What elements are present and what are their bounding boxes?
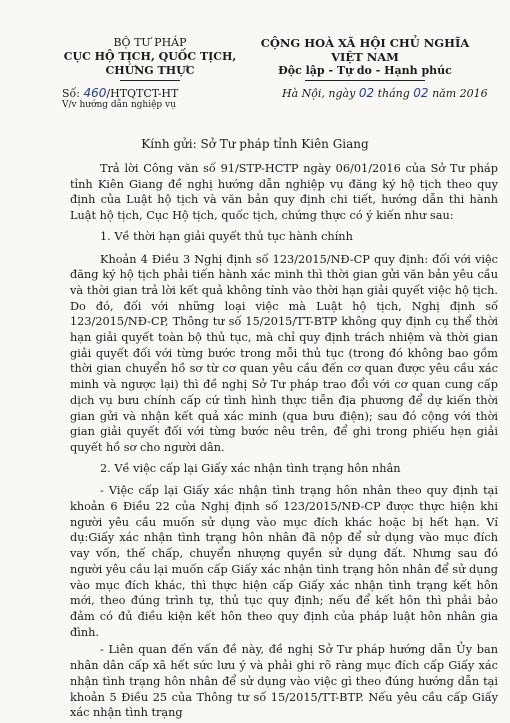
paragraph-section-2b: - Liên quan đến vấn đề này, đề nghị Sở Tư pháp hướng dẫn Ủy ban nhân dân cấp xã hết sức lưu ý và phải ghi rõ ràng mục đích cấp Giấy xác nhận tình trạng hôn nhân để sử dụng vào việc gì theo đúng hướng dẫn tại khoản 5 Điều 25 của Thông tư số 15/2015/TT-BTP. Nếu yêu cầu cấp Giấy xác nhận tình trạng bbox=[70, 643, 498, 720]
document-number bbox=[62, 86, 178, 100]
paragraph-intro: Trả lời Công văn số 91/STP-HCTP ngày 06/01/2016 của Sở Tư pháp tỉnh Kiên Giang đề nghị hướng dẫn nghiệp vụ đăng ký hộ tịch theo quy định của Luật hộ tịch và văn bản quy định chi tiết, hướng dẫn thi hành Luật hộ tịch, Cục Hộ tịch, quốc tịch, chứng thực có ý kiến như sau: bbox=[70, 162, 498, 223]
date-year: năm 2016 bbox=[432, 87, 488, 100]
doc-number-prefix: Số: bbox=[62, 87, 80, 100]
ministry-name: BỘ TƯ PHÁP bbox=[113, 36, 187, 49]
country-name: CỘNG HOÀ XÃ HỘI CHỦ NGHĨA VIỆT NAM bbox=[260, 36, 470, 64]
date-line bbox=[282, 86, 488, 100]
date-month-word: tháng bbox=[377, 87, 410, 100]
doc-number-suffix: /HTQTCT-HT bbox=[106, 87, 179, 100]
date-month: 02 bbox=[413, 86, 429, 100]
motto-underline bbox=[305, 80, 425, 81]
national-header bbox=[245, 36, 485, 81]
national-motto: Độc lập - Tự do - Hạnh phúc bbox=[278, 64, 452, 77]
date-place: Hà Nội, ngày bbox=[282, 87, 356, 100]
paragraph-section-2a: - Việc cấp lại Giấy xác nhận tình trạng hôn nhân theo quy định tại khoản 6 Điều 22 của Nghị định số 123/2015/NĐ-CP được thực hiện khi người yêu cầu muốn sử dụng vào mục đích khác hoặc bị hết hạn. Ví dụ:Giấy xác nhận tình trạng hôn nhân đã nộp để sử dụng vào mục đích vay vốn, thế chấp, chuyển nhượng quyền sử dụng đất. Nhưng sau đó người yêu cầu lại muốn cấp Giấy xác nhận tình trạng hôn nhân để sử dụng vào mục đích khác, thì thực hiện cấp Giấy xác nhận tình trạng kết hôn mới, theo đúng trình tự, thủ tục quy định; nếu để kết hôn thì phải bảo đảm có đủ điều kiện kết hôn theo quy định của pháp luật hôn nhân gia đình. bbox=[70, 484, 498, 639]
paragraph-section-1: Khoản 4 Điều 3 Nghị định số 123/2015/NĐ-CP quy định: đối với việc đăng ký hộ tịch phải tiến hành xác minh thì thời gian gửi văn bản yêu cầu và thời gian trả lời kết quả không tính vào thời hạn giải quyết việc hộ tịch. Do đó, đối với những loại việc mà Luật hộ tịch, Nghị định số 123/2015/NĐ-CP, Thông tư số 15/2015/TT-BTP không quy định cụ thể thời hạn giải quyết toàn bộ thủ tục, mà chỉ quy định trách nhiệm và thời gian giải quyết đối với từng bước trong mỗi thủ tục (trong đó không bao gồm thời gian chuyển hồ sơ từ cơ quan yêu cầu đến cơ quan được yêu cầu xác minh và ngược lại) thì đề nghị Sở Tư pháp trao đổi với cơ quan cung cấp dịch vụ bưu chính cấp cứ tình hình thực tiễn địa phương để dự kiến thời gian gửi và nhận kết quả xác minh (qua bưu điện); sau đó cộng với thời gian giải quyết đối với từng bước nêu trên, để ghi trong phiếu hẹn giải quyết hồ sơ cho người dân. bbox=[70, 252, 498, 454]
date-day: 02 bbox=[358, 86, 375, 100]
issuer-block bbox=[60, 36, 240, 81]
section-heading-2: 2. Về việc cấp lại Giấy xác nhận tình trạng hôn nhân bbox=[100, 461, 401, 475]
department-name-line2: CHỨNG THỰC bbox=[105, 64, 195, 77]
department-name-line1: CỤC HỘ TỊCH, QUỐC TỊCH, bbox=[63, 50, 237, 63]
section-heading-1: 1. Về thời hạn giải quyết thủ tục hành chính bbox=[100, 229, 353, 243]
doc-number-handwritten: 460 bbox=[83, 86, 107, 100]
issuer-underline bbox=[120, 80, 180, 81]
letter-body bbox=[70, 161, 498, 723]
subject-line: V/v hướng dẫn nghiệp vụ bbox=[62, 100, 176, 110]
recipient-line: Kính gửi: Sở Tư pháp tỉnh Kiên Giang bbox=[141, 137, 369, 151]
